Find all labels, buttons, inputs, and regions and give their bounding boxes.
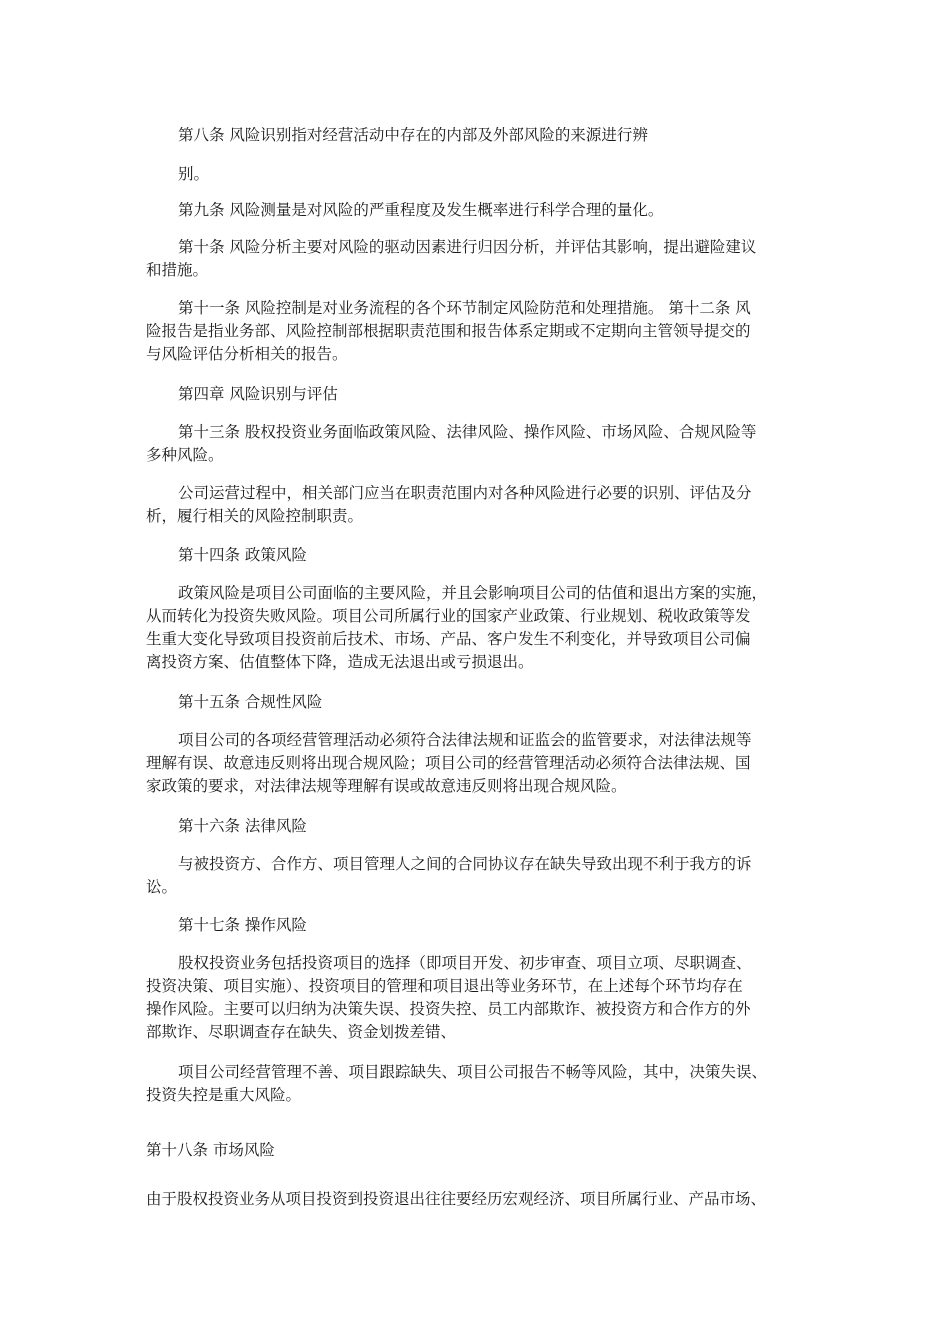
text-line: 第十六条 法律风险: [178, 817, 307, 835]
text-line: 第八条 风险识别指对经营活动中存在的内部及外部风险的来源进行辨: [178, 126, 648, 144]
text-line: 项目公司的各项经营管理活动必须符合法律法规和证监会的监管要求，对法律法规等: [178, 731, 752, 749]
paragraph-article-10: [146, 236, 806, 282]
text-line: 离投资方案、估值整体下降，造成无法退出或亏损退出。: [146, 653, 534, 671]
text-line: 第十七条 操作风险: [178, 916, 307, 934]
text-line: 公司运营过程中，相关部门应当在职责范围内对各种风险进行必要的识别、评估及分: [178, 484, 752, 502]
paragraph-operational-risk-cont: [146, 1061, 806, 1107]
text-line: 投资决策、项目实施）、投资项目的管理和项目退出等业务环节，在上述每个环节均存在: [146, 977, 743, 995]
text-line: 股权投资业务包括投资项目的选择（即项目开发、初步审查、项目立项、尽职调查、: [178, 954, 752, 972]
paragraph-article-9: [146, 199, 806, 222]
text-line: 析，履行相关的风险控制职责。: [146, 507, 364, 525]
text-line: 险报告是指业务部、风险控制部根据职责范围和报告体系定期或不定期向主管领导提交的: [146, 322, 751, 340]
text-line: 与风险评估分析相关的报告。: [146, 345, 348, 363]
paragraph-article-13: [146, 421, 806, 467]
text-line: 第十条 风险分析主要对风险的驱动因素进行归因分析，并评估其影响，提出避险建议: [178, 238, 757, 256]
text-line: 政策风险是项目公司面临的主要风险，并且会影响项目公司的估值和退出方案的实施，: [178, 584, 768, 602]
text-line: 第十四条 政策风险: [178, 546, 307, 564]
heading-article-15: [146, 691, 806, 714]
text-line: 别。: [178, 165, 210, 183]
text-line: 与被投资方、合作方、项目管理人之间的合同协议存在缺失导致出现不利于我方的诉: [178, 855, 752, 873]
text-line: 项目公司经营管理不善、项目跟踪缺失、项目公司报告不畅等风险，其中，决策失误、: [178, 1063, 768, 1081]
paragraph-article-8-cont: [146, 163, 806, 186]
text-line: 和措施。: [146, 261, 209, 279]
text-line: 第十三条 股权投资业务面临政策风险、法律风险、操作风险、市场风险、合规风险等: [178, 423, 757, 441]
text-line: 操作风险。主要可以归纳为决策失误、投资失控、员工内部欺诈、被投资方和合作方的外: [146, 1000, 751, 1018]
text-line: 第十一条 风险控制是对业务流程的各个环节制定风险防范和处理措施。 第十二条 风: [178, 299, 751, 317]
heading-article-18: [146, 1139, 806, 1162]
paragraph-article-8: [146, 124, 806, 147]
text-line: 从而转化为投资失败风险。项目公司所属行业的国家产业政策、行业规划、税收政策等发: [146, 607, 751, 625]
text-line: 第四章 风险识别与评估: [178, 385, 338, 403]
text-line: 多种风险。: [146, 446, 224, 464]
paragraph-policy-risk: [146, 582, 806, 674]
heading-article-17: [146, 914, 806, 937]
text-line: 部欺诈、尽职调查存在缺失、资金划拨差错、: [146, 1023, 457, 1041]
text-line: 理解有误、故意违反则将出现合规风险；项目公司的经营管理活动必须符合法律法规、国: [146, 754, 751, 772]
text-line: 由于股权投资业务从项目投资到投资退出往往要经历宏观经济、项目所属行业、产品市场、: [146, 1190, 767, 1208]
text-line: 第十五条 合规性风险: [178, 693, 323, 711]
heading-article-16: [146, 815, 806, 838]
text-line: 讼。: [146, 878, 178, 896]
paragraph-article-11-12: [146, 297, 806, 366]
paragraph-operational-risk: [146, 952, 806, 1044]
text-line: 第九条 风险测量是对风险的严重程度及发生概率进行科学合理的量化。: [178, 201, 664, 219]
chapter-heading-4: [146, 383, 806, 406]
paragraph-market-risk: [146, 1188, 806, 1211]
text-line: 生重大变化导致项目投资前后技术、市场、产品、客户发生不利变化，并导致项目公司偏: [146, 630, 751, 648]
heading-article-14: [146, 544, 806, 567]
paragraph-legal-risk: [146, 853, 806, 899]
paragraph-company-operation: [146, 482, 806, 528]
text-line: 家政策的要求，对法律法规等理解有误或故意违反则将出现合规风险。: [146, 777, 627, 795]
text-line: 第十八条 市场风险: [146, 1141, 275, 1159]
paragraph-compliance-risk: [146, 729, 806, 798]
text-line: 投资失控是重大风险。: [146, 1086, 302, 1104]
